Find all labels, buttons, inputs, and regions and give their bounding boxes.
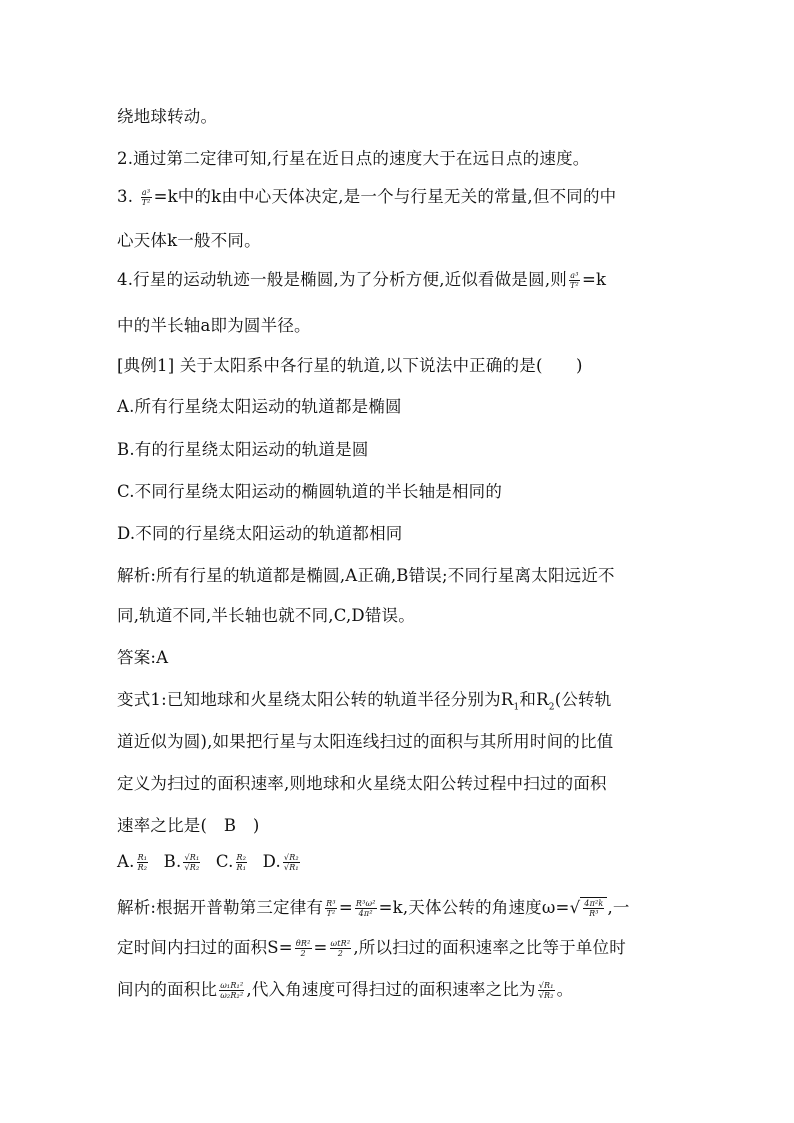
text-line-6: 中的半长轴a即为圆半径。: [117, 316, 311, 335]
fraction-denominator: √R₁: [283, 863, 299, 872]
text-segment: ,代入角速度可得扫过的面积速率之比为: [246, 980, 536, 999]
option-a-fraction: [137, 853, 149, 872]
fraction-denominator: R³: [589, 909, 599, 918]
sqrt-expression: √ $\frac{\text{4π²k}}{\text{R³}}$: [570, 898, 608, 918]
option-c: C.不同行星绕太阳运动的椭圆轨道的半长轴是相同的: [117, 482, 503, 501]
text-segment: =: [313, 938, 328, 957]
fraction-numerator: ωtR²: [330, 939, 351, 948]
text-line-3: [117, 187, 616, 207]
fraction-numerator: √R₁: [538, 981, 554, 990]
fraction-numerator: R³ω²: [355, 899, 376, 908]
sqrt-radicand: [580, 897, 607, 917]
fraction-denominator: T²: [569, 281, 579, 290]
option-c-fraction: [236, 853, 248, 872]
fraction-denominator: T²: [141, 198, 151, 207]
example-title: [典例1] 关于太阳系中各行星的轨道,以下说法中正确的是( ): [117, 356, 583, 375]
fraction-denominator: 4π²: [358, 909, 373, 918]
variant-options: [117, 852, 310, 872]
text-segment: (公转轨: [554, 690, 612, 709]
analysis-line-2: 同,轨道不同,半长轴也就不同,C,D错误。: [117, 606, 415, 625]
fraction: [569, 271, 580, 290]
text-line-1: 绕地球转动。: [117, 107, 218, 126]
text-segment: =k中的k由中心天体决定,是一个与行星无关的常量,但不同的中: [153, 187, 617, 206]
fraction-numerator: √R₂: [283, 853, 299, 862]
fraction: [141, 188, 152, 207]
option-b-fraction: [183, 853, 200, 872]
analysis-line-1: 解析:所有行星的轨道都是椭圆,A正确,B错误;不同行星离太阳远近不: [117, 566, 615, 585]
subscript: 2: [548, 702, 555, 713]
variant-line-3: 定义为扫过的面积速率,则地球和火星绕太阳公转过程中扫过的面积: [117, 774, 607, 793]
option-b-label: B.: [163, 852, 182, 871]
text-segment: ,所以扫过的面积速率之比等于单位时: [353, 938, 626, 957]
fraction-numerator: √R₁: [184, 853, 200, 862]
option-b: B.有的行星绕太阳运动的轨道是圆: [117, 440, 369, 459]
fraction-numerator: R₂: [236, 853, 247, 862]
text-segment: 变式1:已知地球和火星绕太阳公转的轨道半径分别为R: [117, 690, 514, 709]
text-line-2: 2.通过第二定律可知,行星在近日点的速度大于在远日点的速度。: [117, 149, 590, 168]
fraction-denominator: √R₂: [538, 991, 554, 1000]
option-c-label: C.: [215, 852, 234, 871]
fraction: [355, 899, 377, 918]
text-segment: =: [338, 898, 353, 917]
text-segment: 定时间内扫过的面积S=: [117, 938, 293, 957]
fraction-numerator: ω₁R₁²: [220, 981, 244, 990]
fraction-denominator: R₁: [236, 863, 247, 872]
option-a: A.所有行星绕太阳运动的轨道都是椭圆: [117, 397, 402, 416]
fraction-numerator: R³: [326, 899, 336, 908]
text-segment: =k: [581, 270, 607, 289]
fraction-numerator: 4π²k: [584, 899, 604, 908]
fraction-numerator: R₁: [137, 853, 148, 862]
fraction-numerator: a³: [141, 188, 151, 197]
text-segment: 4.行星的运动轨迹一般是椭圆,为了分析方便,近似看做是圆,则: [117, 270, 567, 289]
subscript: 1: [513, 702, 520, 713]
fraction: [325, 899, 337, 918]
text-segment: 和R: [519, 690, 549, 709]
answer: 答案:A: [117, 648, 169, 667]
fraction: [538, 981, 555, 1000]
variant-line-4: 速率之比是( B ): [117, 816, 260, 835]
fraction: [330, 939, 352, 958]
fraction-denominator: 2: [300, 949, 306, 958]
fraction-denominator: 2: [337, 949, 344, 958]
fraction: [583, 899, 604, 918]
text-segment: 。: [556, 980, 574, 999]
text-line-4: 心天体k一般不同。: [117, 231, 261, 250]
option-d: D.不同的行星绕太阳运动的轨道都相同: [117, 524, 403, 543]
fraction-denominator: ω₂R₂²: [220, 991, 244, 1000]
fraction-denominator: T²: [326, 909, 336, 918]
solution-line-3: [117, 980, 573, 1000]
variant-line-1: [117, 690, 611, 717]
option-d-fraction: [283, 853, 300, 872]
fraction-denominator: R₂: [137, 863, 148, 872]
text-segment: 间内的面积比: [117, 980, 218, 999]
text-segment: =k,天体公转的角速度ω=: [378, 898, 570, 917]
text-segment: ,一: [607, 898, 630, 917]
fraction: [295, 939, 312, 958]
solution-line-2: [117, 938, 626, 958]
text-segment: 3.: [117, 187, 134, 206]
text-line-5: [117, 270, 606, 290]
text-segment: 解析:根据开普勒第三定律有: [117, 898, 324, 917]
option-d-label: D.: [262, 852, 281, 871]
variant-line-2: 道近似为圆),如果把行星与太阳连线扫过的面积与其所用时间的比值: [117, 732, 614, 751]
fraction-denominator: √R₂: [184, 863, 200, 872]
fraction-numerator: a³: [570, 271, 579, 280]
solution-line-1: [117, 898, 630, 918]
option-a-label: A.: [117, 852, 135, 871]
fraction: [219, 981, 244, 1000]
fraction-numerator: θR²: [295, 939, 311, 948]
